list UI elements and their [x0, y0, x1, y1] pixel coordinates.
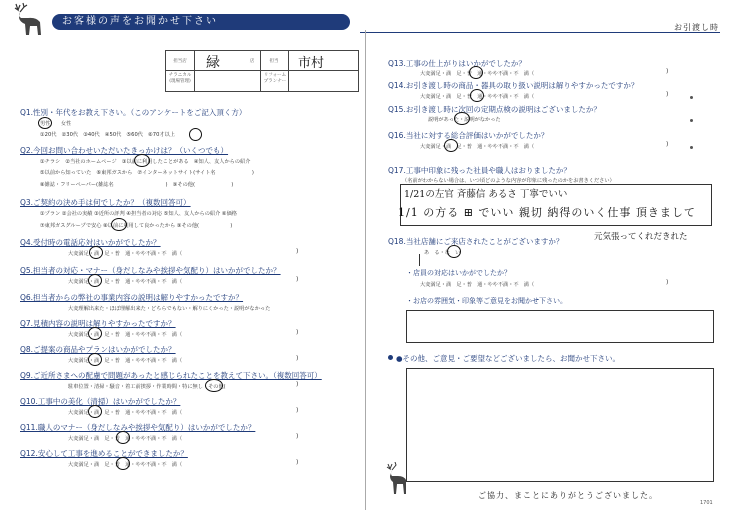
- q8-mark: [88, 353, 102, 366]
- q14-mark: [470, 89, 484, 102]
- sales-value: 市村: [298, 56, 325, 71]
- q18-handwriting: 元気張ってくれだきれた: [594, 232, 688, 242]
- q18-arrow: [419, 254, 420, 266]
- q4-label: Q4.受付時の電話応対はいかがでしたか？: [20, 238, 161, 247]
- q17-label: Q17.工事中印象に残った社員や職人はおりましたか？: [388, 166, 571, 175]
- q11-label: Q11.職人のマナー（身だしなみや挨拶や気配り）はいかがでしたか？: [20, 423, 256, 432]
- q2-line2[interactable]: ⑤以前から知っていた ⑥東邦ガスから ⑦インターネットサイト(サイト名 ): [40, 170, 254, 176]
- q10-scale[interactable]: 大変満足・満 足・普 通・やや不満・不 満（: [68, 410, 183, 416]
- deer-logo-icon: [6, 2, 48, 38]
- header-rule: [360, 32, 720, 33]
- q14-close-paren: ): [666, 91, 669, 98]
- q17-note: （名前がわからない場合は、いつ頃どのような内容が印象に残ったのかをお書きください）: [402, 178, 615, 184]
- q18-sub1-label: ・店員の対応はいかがでしたか？: [406, 269, 511, 277]
- q10-close-paren: ): [296, 407, 299, 414]
- q1-gender[interactable]: 男性 女性: [40, 121, 72, 127]
- deer-footer-icon: [382, 462, 410, 496]
- q7-label: Q7.見積内容の説明は解りやすかったですか？: [20, 319, 176, 328]
- q16-label: Q16.当社に対する総合評価はいかがでしたか？: [388, 131, 549, 140]
- q9-close-paren: ): [296, 381, 299, 388]
- q5-label: Q5.担当者の対応・マナー（身だしなみや挨拶や気配り）はいかがでしたか？: [20, 266, 281, 275]
- q10-label: Q10.工事中の美化（清掃）はいかがでしたか？: [20, 397, 181, 406]
- store-label: 担当店: [173, 59, 187, 64]
- q18-sub1-close-paren: ): [666, 279, 669, 286]
- q15-scale[interactable]: 説明があった・説明がなかった: [428, 117, 501, 123]
- q5-mark: [88, 274, 102, 287]
- q15-mark: [454, 112, 470, 125]
- q17-handwriting-2: 1/1 の方る ⊞ でいい 親切 納得のいく仕事 頂きまして: [398, 206, 696, 219]
- q15-label: Q15.お引き渡し時に次回の定期点検の説明はございましたか？: [388, 105, 601, 114]
- q8-label: Q8.ご提案の商品やプランはいかがでしたか？: [20, 345, 176, 354]
- q13-scale[interactable]: 大変満足・満 足・普 通・やや不満・不 満（: [420, 71, 535, 77]
- reform-label: リフォーム プランナー: [263, 73, 287, 84]
- q13-mark: [469, 66, 483, 79]
- staff-table: [165, 50, 359, 92]
- q9-label: Q9.ご近所さまへの配慮で問題があったと感じられたことを教えて下さい。（複数回答可）: [20, 371, 322, 380]
- q3-line2[interactable]: ⑦東邦ガスグループで安心 ⑧以前に利用して良かったから ⑨その他( ): [40, 223, 233, 229]
- q18-sub1-scale[interactable]: 大変満足・満 足・普 通・やや不満・不 満（: [420, 282, 535, 288]
- q7-scale[interactable]: 大変満足・満 足・普 通・やや不満・不 満（: [68, 332, 183, 338]
- form-code: 1701: [700, 500, 713, 506]
- q16-bullet: [690, 146, 693, 149]
- q13-label: Q13.工事の仕上がりはいかがでしたか？: [388, 59, 526, 68]
- q12-mark: [116, 457, 130, 470]
- q16-close-paren: ): [666, 141, 669, 148]
- q16-scale[interactable]: 大変満足・満 足・普 通・やや不満・不 満（: [420, 144, 535, 150]
- q14-scale[interactable]: 大変満足・満 足・普 通・やや不満・不 満（: [420, 94, 535, 100]
- q12-close-paren: ): [296, 459, 299, 466]
- q11-close-paren: ): [296, 433, 299, 440]
- checker-label: チラニカル (現場管理): [168, 73, 192, 84]
- q4-mark: [89, 246, 103, 259]
- q7-mark: [88, 327, 102, 340]
- q8-close-paren: ): [296, 355, 299, 362]
- q1-ages[interactable]: ①20代 ②30代 ③40代 ④50代 ⑤60代 ⑥70才以上: [40, 132, 175, 138]
- q9-scale[interactable]: 駐車位置・清掃・騒音・着工前挨拶・作業時間・特に無し・その他(: [68, 384, 226, 390]
- q16-mark: [444, 139, 458, 152]
- q2-line1[interactable]: ①チラシ ②当社のホームページ ③以前に利用したことがある ④知人、友人からの紹介: [40, 159, 251, 165]
- section-label: お引渡し時: [674, 23, 719, 32]
- q3-mark: [111, 218, 127, 231]
- q15-bullet: [690, 119, 693, 122]
- q4-scale[interactable]: 大変満足・満 足・普 通・やや不満・不 満（: [68, 251, 183, 257]
- column-divider: [365, 30, 366, 510]
- thanks-text: ご協力、まことにありがとうございました。: [478, 491, 658, 500]
- q18-sub2-label: ・お店の雰囲気・印象等ご意見をお聞かせ下さい。: [406, 297, 567, 305]
- q6-scale[interactable]: 大変理解出来た・ほぼ理解出来た・どちらでもない・解りにくかった・説明がなかった: [68, 306, 271, 312]
- q11-scale[interactable]: 大変満足・満 足・普 通・やや不満・不 満（: [68, 436, 183, 442]
- q18-mark: [447, 245, 461, 258]
- q14-label: Q14.お引き渡し時の商品・器具の取り扱い説明は解りやすかったですか？: [388, 81, 639, 90]
- q1-label: Q1.性別・年代をお教え下さい。（このアンケートをご記入頂く方）: [20, 108, 247, 117]
- q5-scale[interactable]: 大変満足・満 足・普 通・やや不満・不 満（: [68, 279, 183, 285]
- q2-mark: [134, 154, 150, 167]
- q3-label: Q3.ご契約の決め手は何でしたか？（複数回答可）: [20, 198, 191, 207]
- q9-mark: [205, 379, 223, 392]
- other-label: ●その他、ご意見・ご要望などございましたら、お聞かせ下さい。: [396, 354, 621, 363]
- q4-close-paren: ): [296, 248, 299, 255]
- q6-label: Q6.担当者からの弊社の事業内容の説明は解りやすかったですか？: [20, 293, 244, 302]
- q14-bullet: [690, 96, 693, 99]
- q8-scale[interactable]: 大変満足・満 足・普 通・やや不満・不 満（: [68, 358, 183, 364]
- sales-label: 担当: [269, 59, 279, 64]
- q13-close-paren: ): [666, 68, 669, 75]
- q1-age-mark: [189, 128, 202, 141]
- store-value: 緑: [206, 55, 220, 71]
- q18-label: Q18.当社店舗にご来店されたことがございますか？: [388, 237, 564, 246]
- q18-scale[interactable]: あ る・な い: [424, 250, 461, 256]
- q7-close-paren: ): [296, 329, 299, 336]
- q12-scale[interactable]: 大変満足・満 足・普 通・やや不満・不 満（: [68, 462, 183, 468]
- q12-label: Q12.安心して工事を進めることができましたか？: [20, 449, 188, 458]
- q2-label: Q2.今回お問い合わせいただいたきっかけは？（いくつでも）: [20, 146, 229, 155]
- q5-close-paren: ): [296, 276, 299, 283]
- q17-handwriting-1: 1/21の左官 斉藤信 あるさ 丁寧でいい: [404, 189, 568, 200]
- q18-opinion-box[interactable]: [406, 310, 714, 343]
- q2-line3[interactable]: ⑧雑誌・フリーペーパー(雑誌名 ) ⑨その他( ): [40, 182, 234, 188]
- q10-mark: [88, 405, 102, 418]
- q11-mark: [116, 431, 130, 444]
- other-answer-box[interactable]: [406, 368, 714, 482]
- q3-line1[interactable]: ①プラン ②会社の実績 ③近所の評判 ④担当者の対応 ⑤知人、友人からの紹介 ⑥価格: [40, 211, 237, 217]
- other-bullet: [388, 355, 393, 360]
- page-title: お客様の声をお聞かせ下さい: [52, 14, 350, 30]
- store-suffix: 店: [249, 59, 255, 64]
- q1-gender-mark: [38, 117, 52, 129]
